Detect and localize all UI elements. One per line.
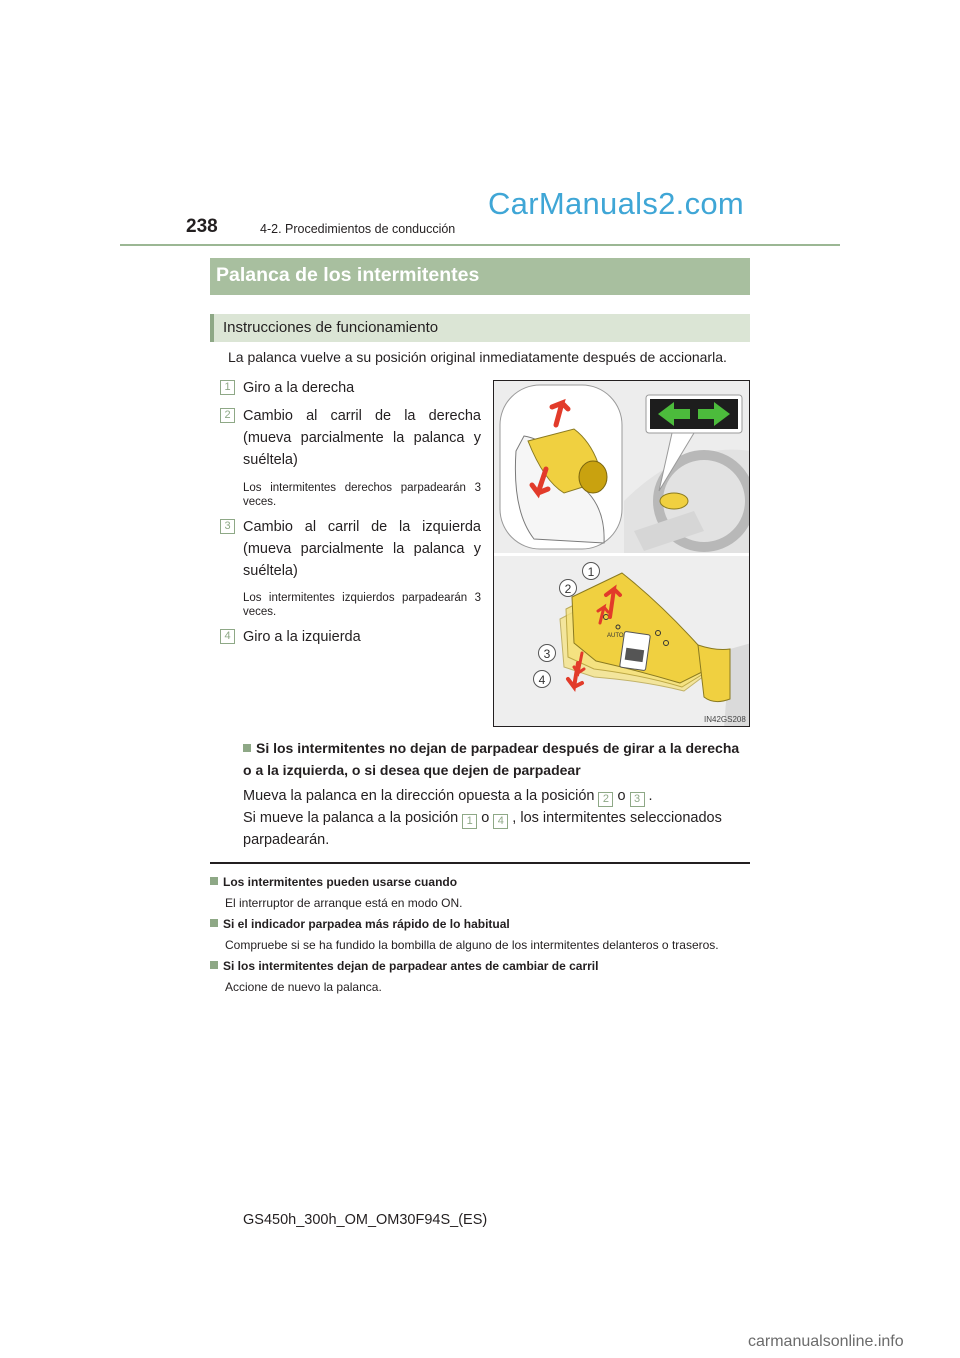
callout-1 [583, 563, 600, 580]
item-text-1: Giro a la derecha [243, 380, 355, 396]
paragraph-text: Si mueve la palanca a la posición [243, 810, 459, 826]
note-body-2: Compruebe si se ha fundido la bombilla de alguno de los intermitentes delanteros o traseros. [225, 938, 719, 952]
ref-1: 1 [462, 814, 477, 829]
note-heading-text: Si los intermitentes dejan de parpadear antes de cambiar de carril [223, 959, 599, 973]
ref-3: 3 [630, 792, 645, 807]
item-number-1: 1 [220, 380, 235, 395]
subsection-title: Instrucciones de funcionamiento [223, 319, 439, 336]
callout-4 [534, 671, 551, 688]
turn-signal-illustration [494, 381, 750, 727]
subsection-title-bar [210, 314, 750, 342]
note-body-1: El interruptor de arranque está en modo ON. [225, 896, 463, 910]
figure-code: IN42GS208 [704, 715, 746, 724]
ref-2: 2 [598, 792, 613, 807]
section-reference: 4-2. Procedimientos de conducción [260, 222, 456, 236]
paragraph-line-2 [243, 807, 746, 829]
paragraph-text: o [481, 810, 490, 826]
svg-text:2: 2 [564, 582, 572, 596]
item-note-2: Los intermitentes derechos parpadearán 3 veces. [243, 482, 481, 508]
turn-signal-figure [493, 380, 750, 727]
header-rule [120, 244, 840, 246]
page-number: 238 [186, 216, 218, 237]
note-heading-1 [210, 875, 457, 889]
footer-doc-code: GS450h_300h_OM_OM30F94S_(ES) [243, 1212, 488, 1228]
paragraph-text: . [648, 788, 653, 804]
item-number-4: 4 [220, 629, 235, 644]
item-text-4: Giro a la izquierda [243, 629, 361, 645]
item-number-3: 3 [220, 519, 235, 534]
item-number-2: 2 [220, 408, 235, 423]
svg-text:4: 4 [538, 673, 546, 687]
note-heading-3 [210, 959, 598, 973]
callout-2 [560, 580, 577, 597]
subheading-text: Si los intermitentes no dejan de parpadear después de girar a la derecha o a la izquierda, o si desea que dejen de parpadear [243, 740, 740, 778]
watermark-top: CarManuals2.com [488, 186, 745, 221]
svg-text:3: 3 [543, 647, 551, 661]
note-heading-text: Los intermitentes pueden usarse cuando [223, 875, 458, 889]
item-text-2: Cambio al carril de la derecha (mueva parcialmente la palanca y suéltela) [243, 408, 481, 468]
section-title-bar [210, 258, 750, 295]
note-heading-text: Si el indicador parpadea más rápido de lo habitual [223, 917, 510, 931]
item-note-3: Los intermitentes izquierdos parpadearán 3 veces. [243, 592, 481, 618]
note-body-3: Accione de nuevo la palanca. [225, 980, 382, 994]
notes-divider [210, 862, 750, 864]
lever-auto-label: AUTO [607, 633, 624, 639]
bullet-square-icon [210, 919, 218, 927]
bullet-square-icon [210, 877, 218, 885]
svg-text:1: 1 [587, 565, 595, 579]
subheading [243, 737, 750, 781]
bullet-square-icon [243, 744, 251, 752]
note-heading-2 [210, 917, 510, 931]
watermark-bottom: carmanualsonline.info [748, 1333, 904, 1350]
item-text-3: Cambio al carril de la izquierda (mueva parcialmente la palanca y suéltela) [243, 519, 481, 579]
callout-3 [539, 645, 556, 662]
ref-4: 4 [493, 814, 508, 829]
paragraph-line-3: parpadearán. [243, 832, 330, 848]
section-title: Palanca de los intermitentes [216, 264, 480, 286]
paragraph-line-1 [243, 785, 746, 807]
paragraph-text: Mueva la palanca en la dirección opuesta a la posición [243, 788, 595, 804]
intro-text: La palanca vuelve a su posición original inmediatamente después de accionarla. [228, 349, 727, 365]
paragraph-text: , los intermitentes seleccionados [512, 810, 722, 826]
paragraph-text: o [617, 788, 626, 804]
bullet-square-icon [210, 961, 218, 969]
